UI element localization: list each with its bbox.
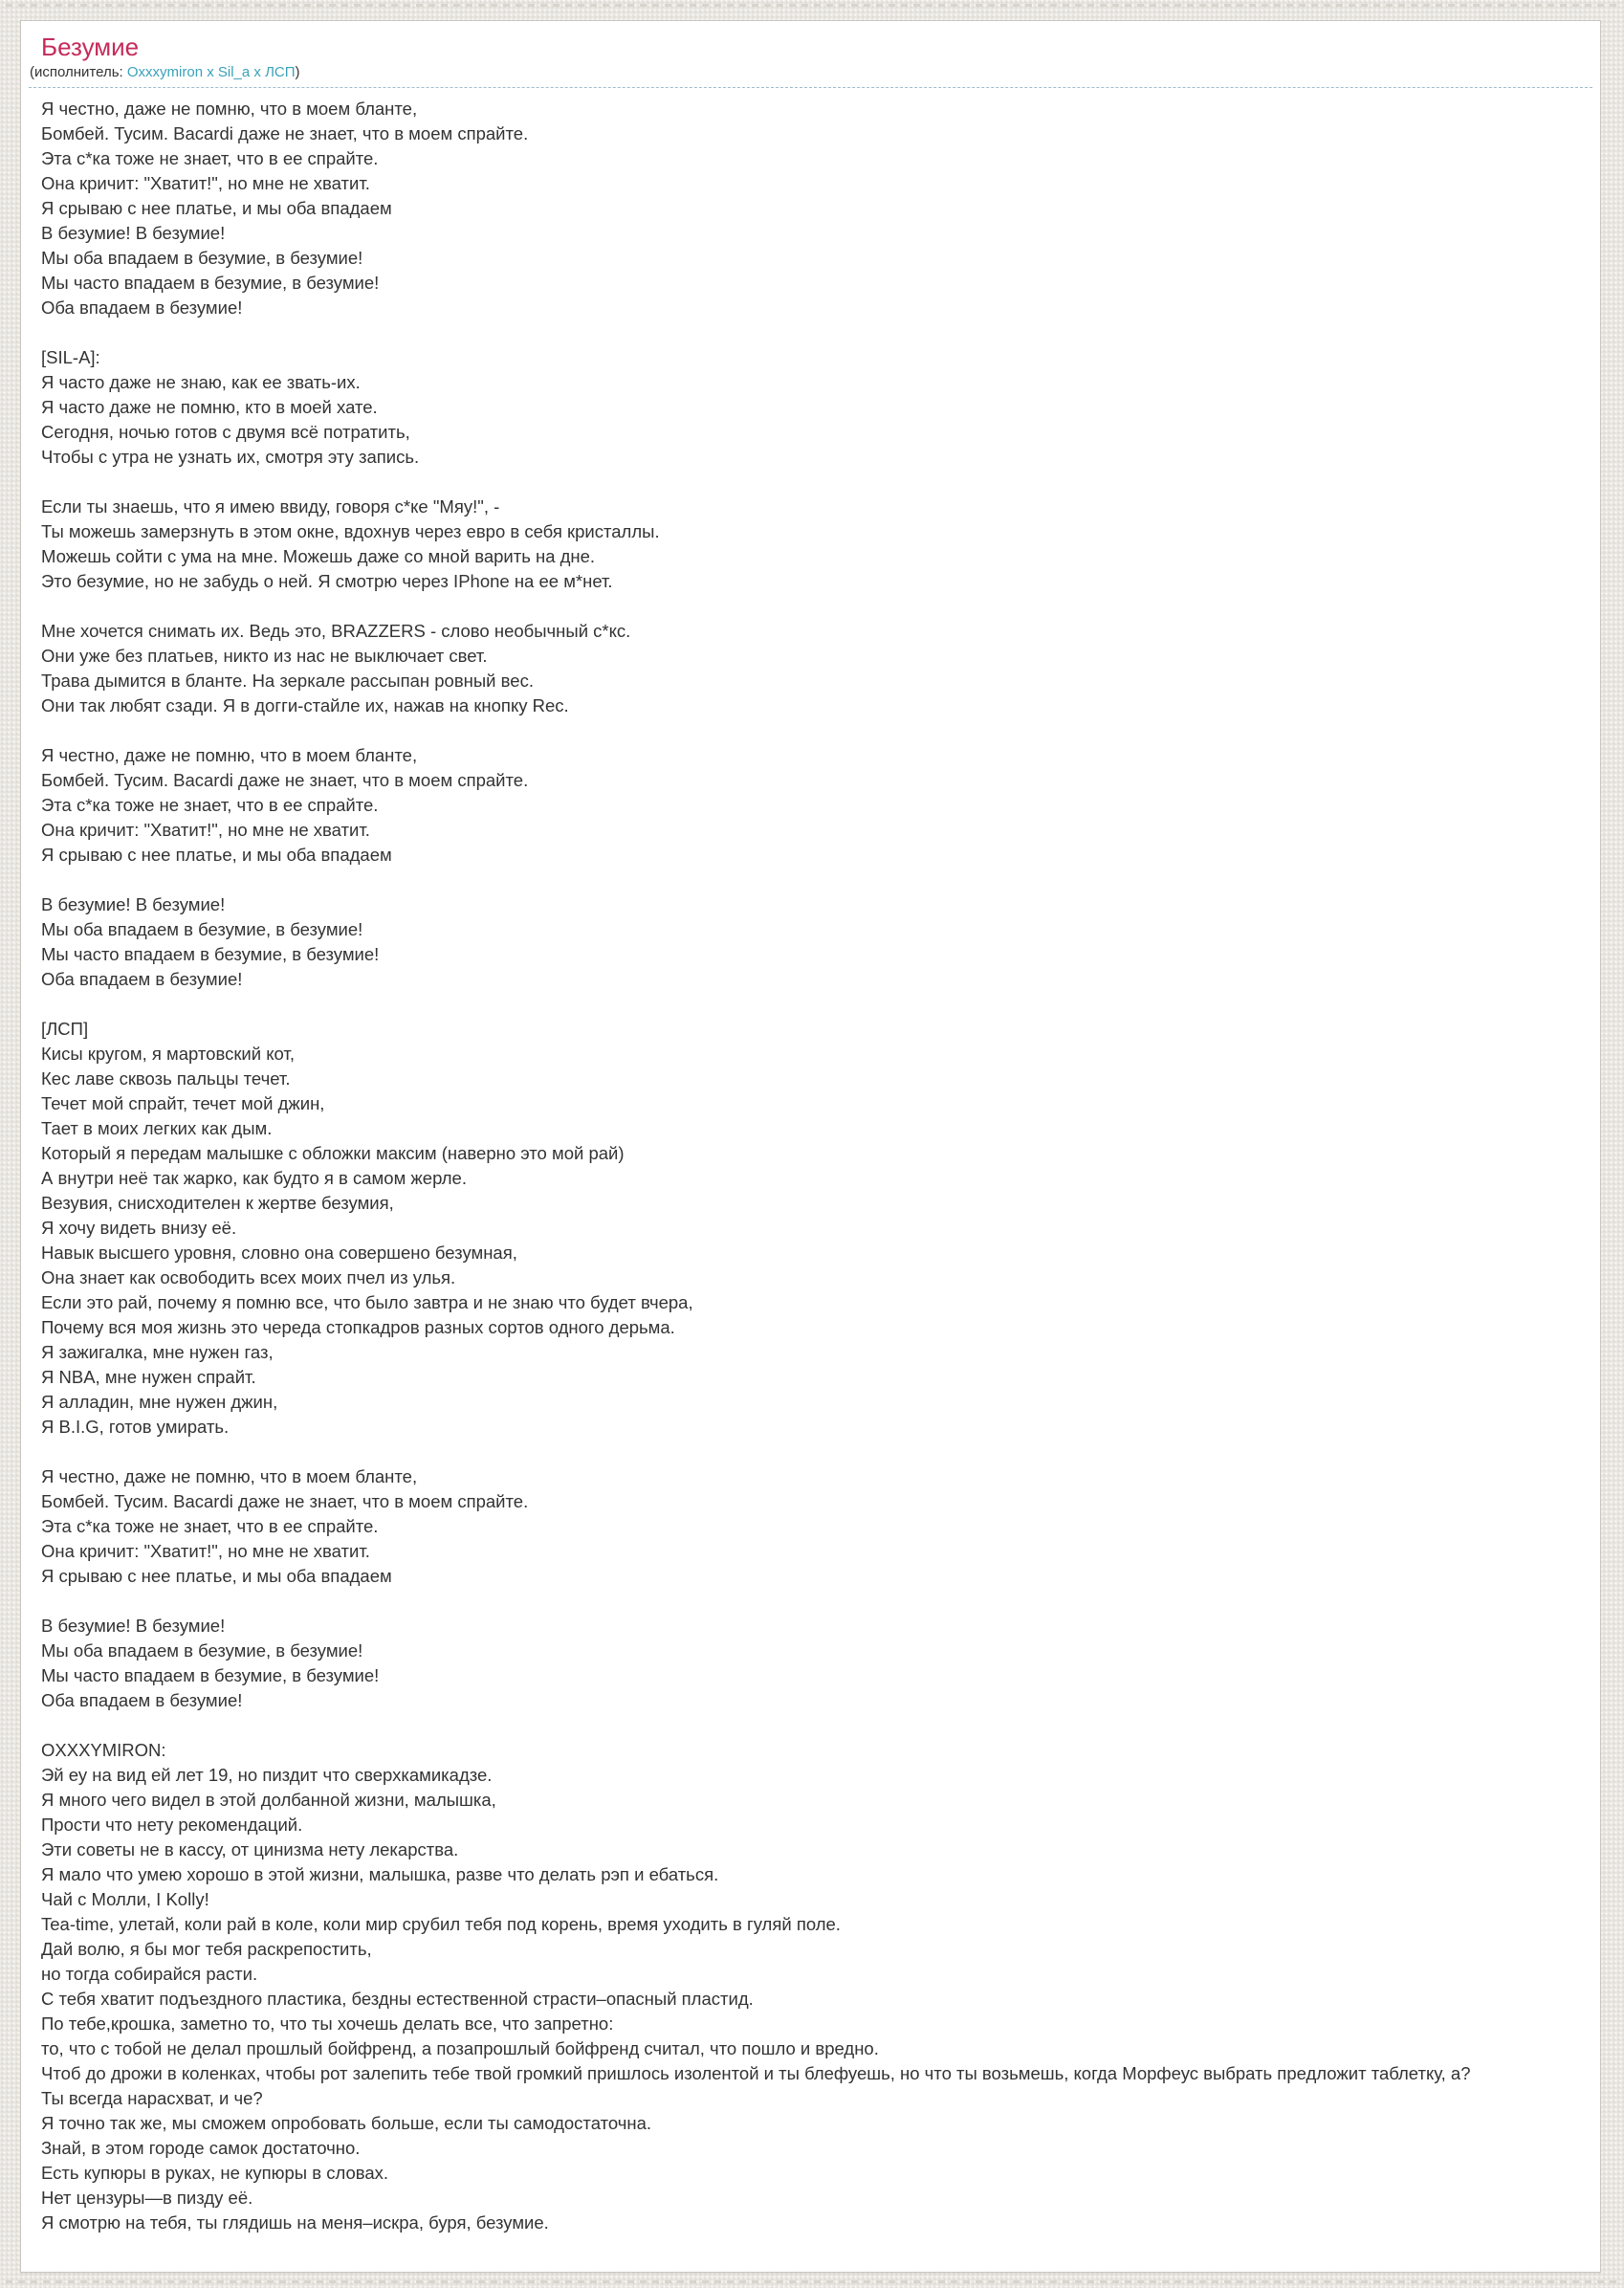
lyric-line: Я часто даже не помню, кто в моей хате. [41, 395, 378, 420]
song-title: Безумие [41, 33, 140, 61]
lyric-line: Есть купюры в руках, не купюры в словах. [41, 2161, 388, 2186]
lyric-line: Оба впадаем в безумие! [41, 967, 242, 992]
lyric-line: Мы оба впадаем в безумие, в безумие! [41, 1639, 362, 1663]
lyric-line: В безумие! В безумие! [41, 221, 225, 246]
lyric-line: Я зажигалка, мне нужен газ, [41, 1340, 274, 1365]
lyric-line: Можешь сойти с ума на мне. Можешь даже со мной варить на дне. [41, 544, 595, 569]
lyric-line: то, что с тобой не делал прошлый бойфренд, а позапрошлый бойфренд считал, что пошло и вредно. [41, 2036, 879, 2061]
stanza [41, 495, 1592, 594]
lyric-line: Эта с*ка тоже не знает, что в ее спрайте. [41, 146, 378, 171]
stanza [41, 97, 1592, 320]
lyric-line: Я срываю с нее платье, и мы оба впадаем [41, 1564, 392, 1589]
lyric-line: Бомбей. Тусим. Bacardi даже не знает, что в моем спрайте. [41, 121, 528, 146]
lyric-line: Я честно, даже не помню, что в моем бланте, [41, 97, 417, 121]
lyric-line: По тебе,крошка, заметно то, что ты хочешь делать все, что запретно: [41, 2012, 613, 2036]
lyric-line: OXXXYMIRON: [41, 1738, 166, 1763]
artist-suffix: ) [295, 64, 300, 80]
lyric-line: Эй еу на вид ей лет 19, но пиздит что сверхкамикадзе. [41, 1763, 492, 1788]
stanza [41, 743, 1592, 868]
lyric-line: Прости что нету рекомендаций. [41, 1813, 302, 1837]
lyric-line: Почему вся моя жизнь это череда стопкадров разных сортов одного дерьма. [41, 1315, 675, 1340]
lyric-line: Мы оба впадаем в безумие, в безумие! [41, 246, 362, 271]
lyric-line: Ты всегда нарасхват, и че? [41, 2086, 263, 2111]
lyric-line: Я B.I.G, готов умирать. [41, 1415, 229, 1440]
lyric-line: Дай волю, я бы мог тебя раскрепостить, [41, 1937, 372, 1962]
lyric-line: Сегодня, ночью готов с двумя всё потратить, [41, 420, 410, 445]
stanza [41, 1017, 1592, 1440]
lyric-line: Они так любят сзади. Я в догги-стайле их, нажав на кнопку Rec. [41, 693, 569, 718]
lyric-line: Мы часто впадаем в безумие, в безумие! [41, 942, 379, 967]
lyric-line: Кес лаве сквозь пальцы течет. [41, 1067, 290, 1091]
lyric-line: Я часто даже не знаю, как ее звать-их. [41, 370, 361, 395]
lyric-line: Навык высшего уровня, словно она совершено безумная, [41, 1241, 517, 1265]
lyric-line: Я много чего видел в этой долбанной жизни, малышка, [41, 1788, 496, 1813]
lyric-line: Я алладин, мне нужен джин, [41, 1390, 277, 1415]
lyric-line: Тает в моих легких как дым. [41, 1116, 272, 1141]
lyrics-text [41, 97, 1592, 2235]
lyric-line: Я NBA, мне нужен спрайт. [41, 1365, 256, 1390]
lyric-line: Бомбей. Тусим. Bacardi даже не знает, что в моем спрайте. [41, 768, 528, 793]
lyric-line: Ты можешь замерзнуть в этом окне, вдохнув через евро в себя кристаллы. [41, 519, 660, 544]
artist-line [30, 63, 1592, 82]
lyric-line: Трава дымится в бланте. На зеркале рассыпан ровный вес. [41, 669, 534, 693]
lyric-line: Бомбей. Тусим. Bacardi даже не знает, что в моем спрайте. [41, 1489, 528, 1514]
lyric-line: Если это рай, почему я помню все, что было завтра и не знаю что будет вчера, [41, 1290, 693, 1315]
lyrics-card [20, 20, 1601, 2273]
dashed-separator [29, 87, 1592, 88]
lyric-line: Эти советы не в кассу, от цинизма нету лекарства. [41, 1837, 458, 1862]
lyric-line: [SIL-A]: [41, 345, 100, 370]
lyric-line: Течет мой спрайт, течет мой джин, [41, 1091, 324, 1116]
lyric-line: Я смотрю на тебя, ты глядишь на меня–искра, буря, безумие. [41, 2211, 549, 2235]
lyric-line: Я хочу видеть внизу её. [41, 1216, 236, 1241]
lyric-line: Это безумие, но не забудь о ней. Я смотрю через IPhone на ее м*нет. [41, 569, 613, 594]
lyric-line: Мы часто впадаем в безумие, в безумие! [41, 271, 379, 296]
lyric-line: Она кричит: "Хватит!", но мне не хватит. [41, 818, 370, 843]
lyric-line: Чтоб до дрожи в коленках, чтобы рот залепить тебе твой громкий пришлось изолентой и ты блефуешь, но что ты возьмешь, когда Морфеус выбрать предложит таблетку, а? [41, 2061, 1471, 2086]
lyric-line: Чтобы с утра не узнать их, смотря эту запись. [41, 445, 419, 470]
stanza [41, 345, 1592, 470]
lyric-line: Который я передам малышке с обложки максим (наверно это мой рай) [41, 1141, 625, 1166]
lyric-line: Эта с*ка тоже не знает, что в ее спрайте. [41, 1514, 378, 1539]
artist-link[interactable]: Oxxxymiron x Sil_a x ЛСП [126, 64, 296, 80]
lyric-line: Я точно так же, мы сможем опробовать больше, если ты самодостаточна. [41, 2111, 651, 2136]
lyric-line: Она знает как освободить всех моих пчел из улья. [41, 1265, 455, 1290]
stanza [41, 1464, 1592, 1589]
lyric-line: Оба впадаем в безумие! [41, 1688, 242, 1713]
lyric-line: [ЛСП] [41, 1017, 99, 1042]
artist-label: (исполнитель: [30, 64, 127, 80]
lyric-line: Мне хочется снимать их. Ведь это, BRAZZERS - слово необычный с*кс. [41, 619, 630, 644]
lyric-line: В безумие! В безумие! [41, 1614, 225, 1639]
lyric-line: С тебя хватит подъездного пластика, бездны естественной страсти–опасный пластид. [41, 1987, 754, 2012]
stitch-pattern-bottom [6, 2280, 1618, 2283]
lyric-line: Чай с Молли, I Kolly! [41, 1887, 209, 1912]
stanza [41, 1614, 1592, 1713]
lyric-line: Если ты знаешь, что я имею ввиду, говоря с*ке "Мяу!", - [41, 495, 499, 519]
lyric-line: Кисы кругом, я мартовский кот, [41, 1042, 295, 1067]
lyric-line: Я честно, даже не помню, что в моем бланте, [41, 743, 417, 768]
lyric-line: Знай, в этом городе самок достаточно. [41, 2136, 360, 2161]
lyric-line: Везувия, снисходителен к жертве безумия, [41, 1191, 394, 1216]
lyric-line: Эта с*ка тоже не знает, что в ее спрайте. [41, 793, 378, 818]
lyric-line: Нет цензуры—в пизду её. [41, 2186, 252, 2211]
stanza [41, 619, 1592, 718]
stanza [41, 1738, 1592, 2235]
lyric-line: Я срываю с нее платье, и мы оба впадаем [41, 196, 392, 221]
lyric-line: Она кричит: "Хватит!", но мне не хватит. [41, 171, 370, 196]
lyric-line: Мы оба впадаем в безумие, в безумие! [41, 917, 362, 942]
lyric-line: А внутри неё так жарко, как будто я в самом жерле. [41, 1166, 467, 1191]
lyric-line: Я срываю с нее платье, и мы оба впадаем [41, 843, 392, 868]
lyric-line: Они уже без платьев, никто из нас не выключает свет. [41, 644, 488, 669]
lyric-line: Оба впадаем в безумие! [41, 296, 242, 320]
stitch-pattern-top [6, 4, 1618, 7]
lyric-line: Она кричит: "Хватит!", но мне не хватит. [41, 1539, 370, 1564]
lyric-line: Я честно, даже не помню, что в моем бланте, [41, 1464, 417, 1489]
lyric-line: но тогда собирайся расти. [41, 1962, 257, 1987]
lyric-line: Tea-time, улетай, коли рай в коле, коли мир срубил тебя под корень, время уходить в гуляй поле. [41, 1912, 841, 1937]
stanza [41, 892, 1592, 992]
lyric-line: Мы часто впадаем в безумие, в безумие! [41, 1663, 379, 1688]
lyric-line: Я мало что умею хорошо в этой жизни, малышка, разве что делать рэп и ебаться. [41, 1862, 718, 1887]
lyric-line: В безумие! В безумие! [41, 892, 225, 917]
